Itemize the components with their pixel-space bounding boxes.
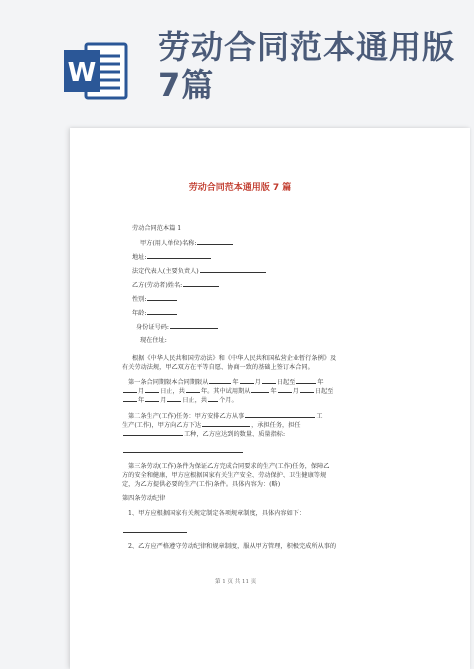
doc-line-2: 甲方(用人单位)名称: [140,238,234,248]
doc-clause-2c: 工种，乙方应达到的数量、质量指标: [122,429,285,439]
doc-line-3: 地址: [132,252,212,262]
page-title: 劳动合同范本通用版7篇 [158,28,456,104]
doc-blank-2 [122,526,188,536]
doc-line-4: 法定代表人(主要负责人) [132,266,267,276]
word-icon-letter: W [67,58,97,88]
doc-line-5: 乙方(劳动者)姓名: [132,280,220,290]
doc-clause-1c: 年 月 日止，共 个月。 [122,395,238,405]
doc-clause-4a: 1、甲方应根据国家有关规定制定各项规章制度，具体内容如下： [128,510,306,517]
doc-blank-1 [122,446,244,456]
doc-line-6: 性别: [132,294,178,304]
doc-line-1: 劳动合同范本篇 1 [132,225,182,232]
document-page [70,128,470,669]
doc-clause-3c: 定，为乙方提供必要的生产(工作)条件。具体内容为：(略) [122,481,281,488]
doc-clause-4b: 2、乙方应严格遵守劳动纪律和规章制度，服从甲方管理，积极完成所从事的 [128,543,337,550]
doc-clause-2b: 生产(工作)，甲方向乙方下达 ，承担任务，担任 [122,422,301,429]
doc-clause-3b: 方的安全和健康，甲方应根据国家有关生产安全、劳动保护、卫生健康等规 [122,472,327,479]
doc-line-9: 现在住址: [140,337,167,344]
word-document-icon [64,40,130,102]
doc-clause-1b: 月 日止，共 年。其中试用期从 年 月 日起至 [122,386,333,396]
page-footer: 第 1 页 共 11 页 [215,579,257,585]
doc-clause-4: 第四条劳动纪律 [122,495,166,502]
document-title: 劳动合同范本通用版 7 篇 [188,183,292,193]
doc-clause-3: 第三条劳动(工作)条件为保证乙方完成合同要求的生产(工作)任务，保障乙 [128,463,330,470]
doc-para-1: 根据《中华人民共和国劳动法》和《中华人民共和国私营企业暂行条例》及 [132,355,337,362]
doc-line-8: 身份证号码: [136,322,219,332]
doc-clause-1: 第一条合同期限本合同期限从 年 月 日起至 年 [128,379,324,386]
doc-para-1b: 有关劳动法规，甲乙双方在平等自愿、协商一致的基础上签订本合同。 [122,364,314,371]
doc-line-7: 年龄: [132,308,178,318]
doc-clause-2: 第二条生产(工作)任务：甲方安排乙方从事 工 [128,413,323,420]
